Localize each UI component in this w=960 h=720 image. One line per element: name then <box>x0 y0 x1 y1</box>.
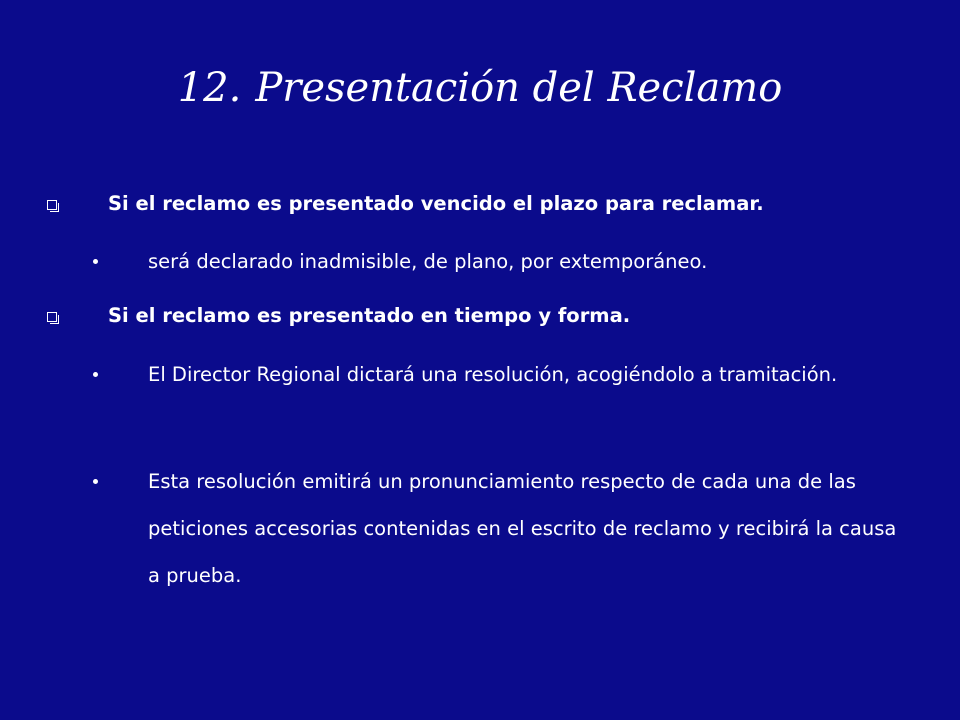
dot-icon <box>93 259 98 264</box>
slide-title-text: Presentación del Reclamo <box>255 65 783 111</box>
section-1-point-1-text: será declarado inadmisible, de plano, por extemporáneo. <box>148 250 708 273</box>
slide-title-number: 12. <box>177 65 242 111</box>
hollow-square-icon <box>47 200 57 210</box>
section-2-point-1-text: El Director Regional dictará una resolución, acogiéndolo a tramitación. <box>148 363 838 386</box>
dot-icon <box>93 479 98 484</box>
section-2-point-2-text: Esta resolución emitirá un pronunciamiento respecto de cada una de las peticiones accesorias contenidas en el escrito de reclamo y recibirá la causa a prueba. <box>148 470 897 587</box>
hollow-square-icon <box>47 312 57 322</box>
section-2-heading: Si el reclamo es presentado en tiempo y forma. <box>108 304 631 327</box>
slide-title <box>0 60 960 116</box>
dot-icon <box>93 372 98 377</box>
section-1-heading: Si el reclamo es presentado vencido el plazo para reclamar. <box>108 192 764 215</box>
